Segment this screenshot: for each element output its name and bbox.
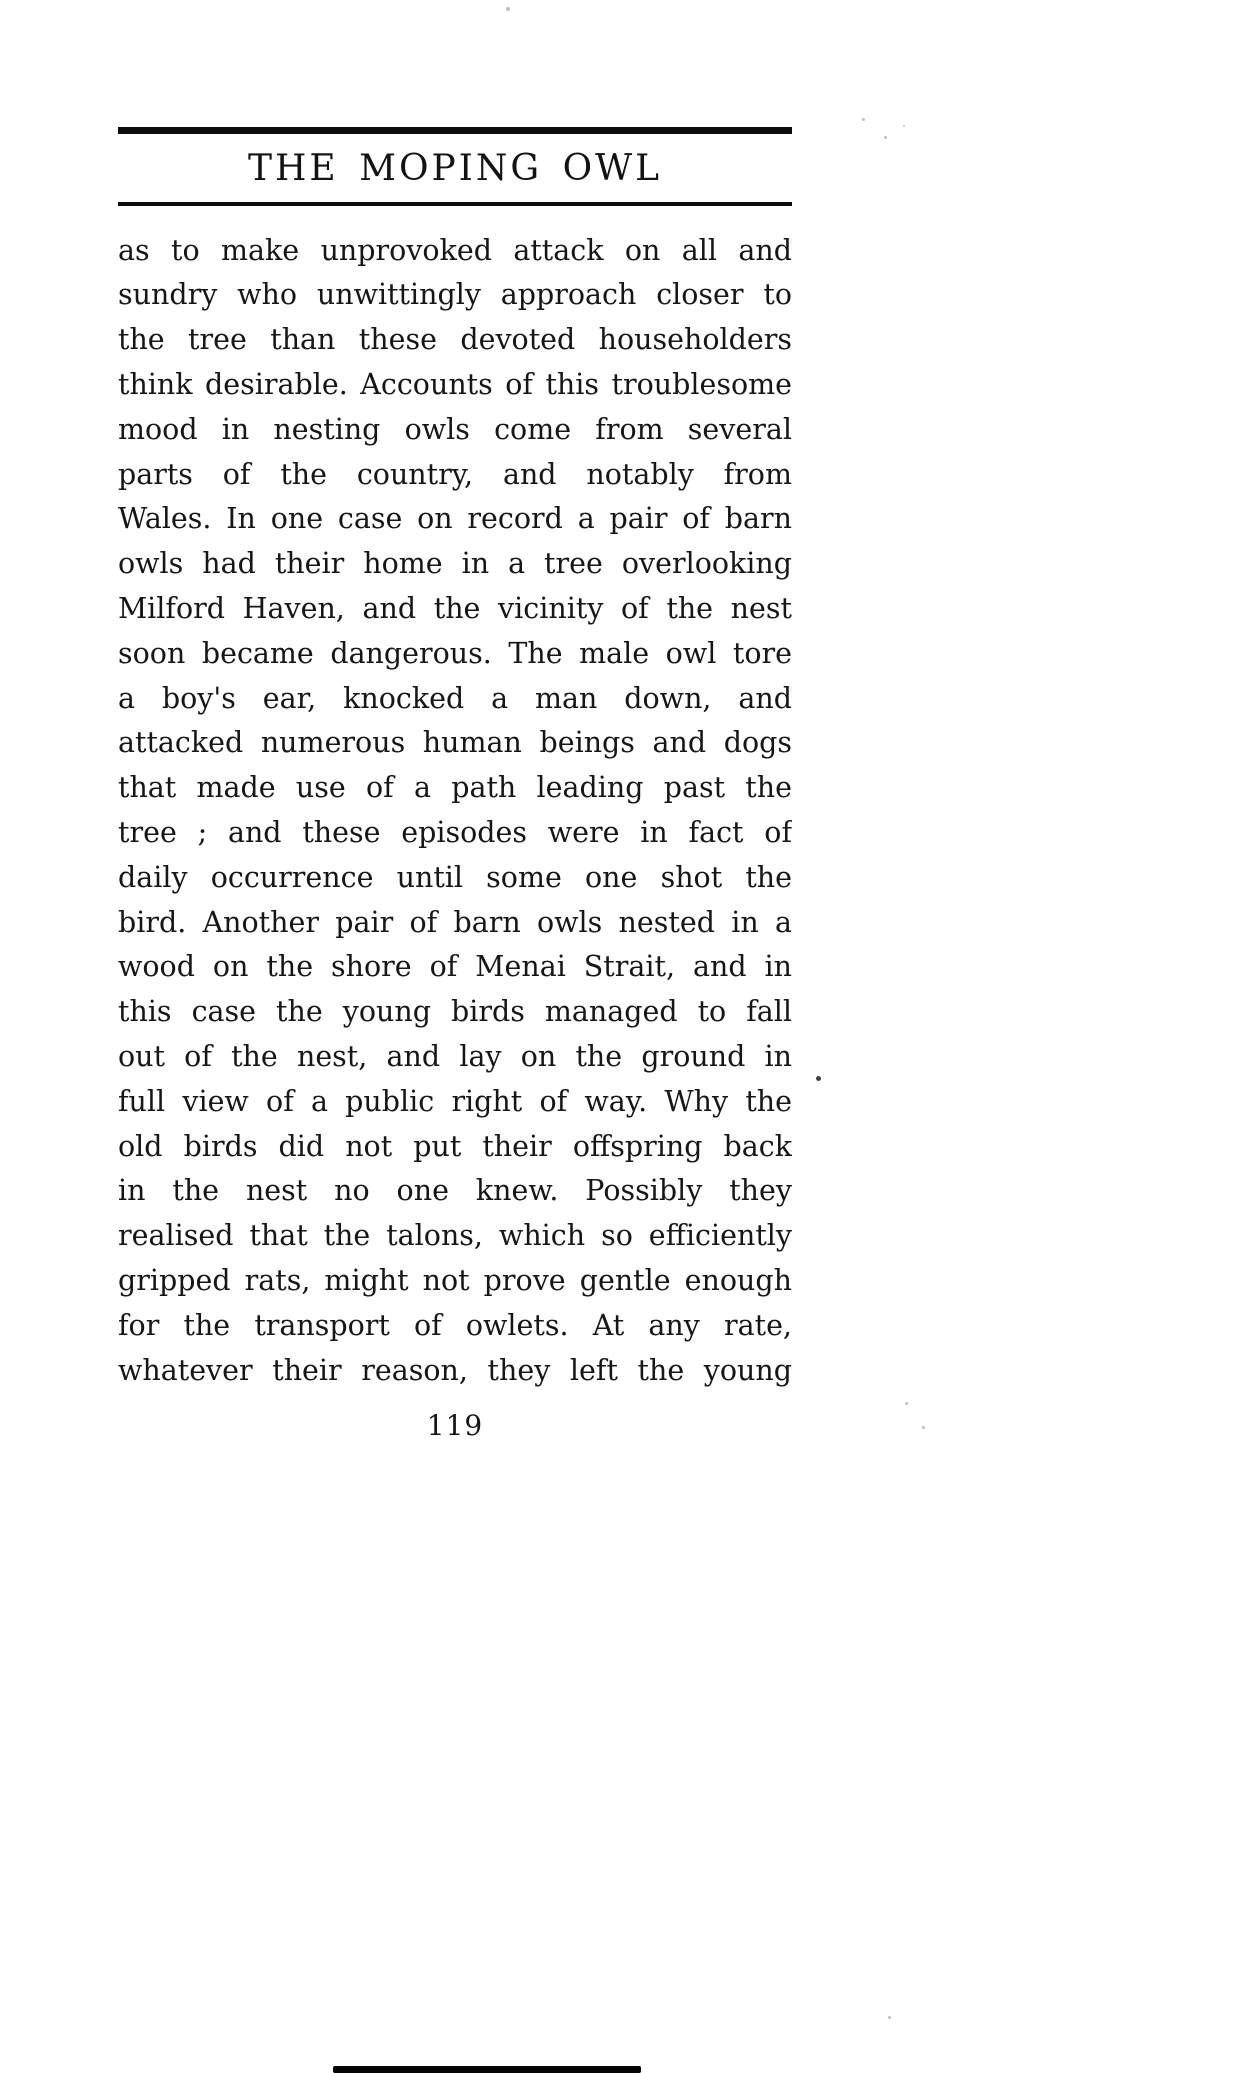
scan-speckle (816, 1076, 821, 1081)
text-line: this case the young birds managed to fall (118, 995, 792, 1029)
title-rule (118, 202, 792, 206)
scan-speckle (506, 7, 510, 11)
text-line: the tree than these devoted householders (118, 323, 792, 357)
text-line: daily occurrence until some one shot the (118, 860, 792, 894)
text-line: old birds did not put their offspring back (118, 1129, 792, 1163)
text-line: owls had their home in a tree overlooking (118, 547, 792, 581)
text-line: sundry who unwittingly approach closer to (118, 278, 792, 312)
top-rule (118, 127, 792, 134)
page-title: THE MOPING OWL (247, 148, 663, 189)
text-line: Wales. In one case on record a pair of barn (118, 502, 792, 536)
scan-speckle (905, 1402, 908, 1405)
text-line: full view of a public right of way. Why the (118, 1084, 792, 1118)
page-number: 119 (426, 1409, 484, 1443)
text-line: out of the nest, and lay on the ground in (118, 1039, 792, 1073)
text-line: realised that the talons, which so efficiently (118, 1219, 792, 1253)
text-line: gripped rats, might not prove gentle enough (118, 1263, 792, 1297)
scan-speckle (884, 136, 887, 139)
text-line: mood in nesting owls come from several (118, 412, 792, 446)
body-text (118, 229, 792, 1394)
scan-speckle (862, 118, 865, 121)
scan-artifact-bar (333, 2066, 641, 2073)
text-line: wood on the shore of Menai Strait, and in (118, 950, 792, 984)
scan-speckle (922, 1426, 925, 1429)
text-line: as to make unprovoked attack on all and (118, 233, 792, 267)
scan-speckle (888, 2016, 891, 2019)
text-line: whatever their reason, they left the young (118, 1353, 792, 1387)
scan-speckle (903, 125, 905, 127)
text-line: that made use of a path leading past the (118, 771, 792, 805)
text-line: tree ; and these episodes were in fact of (118, 815, 792, 849)
text-line: parts of the country, and notably from (118, 457, 792, 491)
text-line: a boy's ear, knocked a man down, and (118, 681, 792, 715)
text-line: Milford Haven, and the vicinity of the nest (118, 591, 792, 625)
text-line: bird. Another pair of barn owls nested in a (118, 905, 792, 939)
text-line: attacked numerous human beings and dogs (118, 726, 792, 760)
text-line: think desirable. Accounts of this troublesome (118, 367, 792, 401)
text-column (118, 127, 792, 1442)
text-line: for the transport of owlets. At any rate, (118, 1308, 792, 1342)
text-line: in the nest no one knew. Possibly they (118, 1174, 792, 1208)
text-line: soon became dangerous. The male owl tore (118, 636, 792, 670)
